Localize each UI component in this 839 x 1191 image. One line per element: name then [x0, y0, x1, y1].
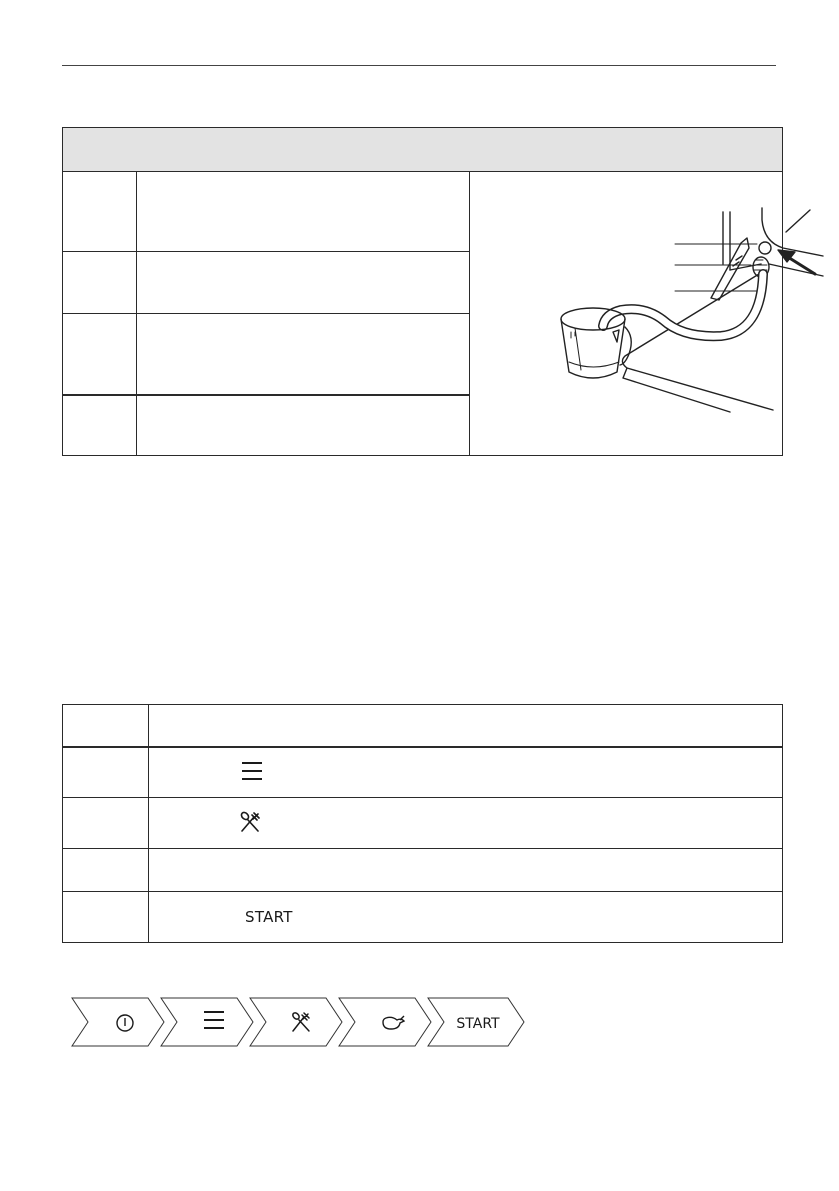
descaling-steps-table: [62, 127, 783, 456]
sequence-step: [250, 998, 342, 1046]
sequence-step: [339, 998, 431, 1046]
row-divider: [63, 251, 469, 252]
column-divider: [148, 705, 149, 942]
button-sequence: [70, 996, 530, 1048]
cutlery-icon: [292, 1012, 309, 1031]
program-steps-table: [62, 704, 783, 943]
sequence-step: [72, 998, 164, 1046]
row-divider: [63, 313, 469, 314]
row-divider: [63, 797, 782, 798]
column-divider: [469, 172, 470, 456]
roast-chicken-icon: [383, 1016, 404, 1029]
start-label: START: [456, 1016, 500, 1032]
page-top-rule: [62, 65, 776, 66]
menu-lines-icon: [241, 760, 263, 786]
start-button-label: START: [245, 908, 293, 926]
column-divider: [136, 172, 137, 456]
row-divider: [63, 394, 469, 396]
cutlery-icon: [239, 811, 261, 837]
sequence-step: [161, 998, 253, 1046]
power-icon: [117, 1015, 133, 1031]
drain-hose-illustration: [533, 172, 839, 456]
header-divider: [63, 746, 782, 748]
row-divider: [63, 891, 782, 892]
table-header-row: [63, 128, 782, 172]
row-divider: [63, 848, 782, 849]
menu-lines-icon: [204, 1012, 224, 1028]
